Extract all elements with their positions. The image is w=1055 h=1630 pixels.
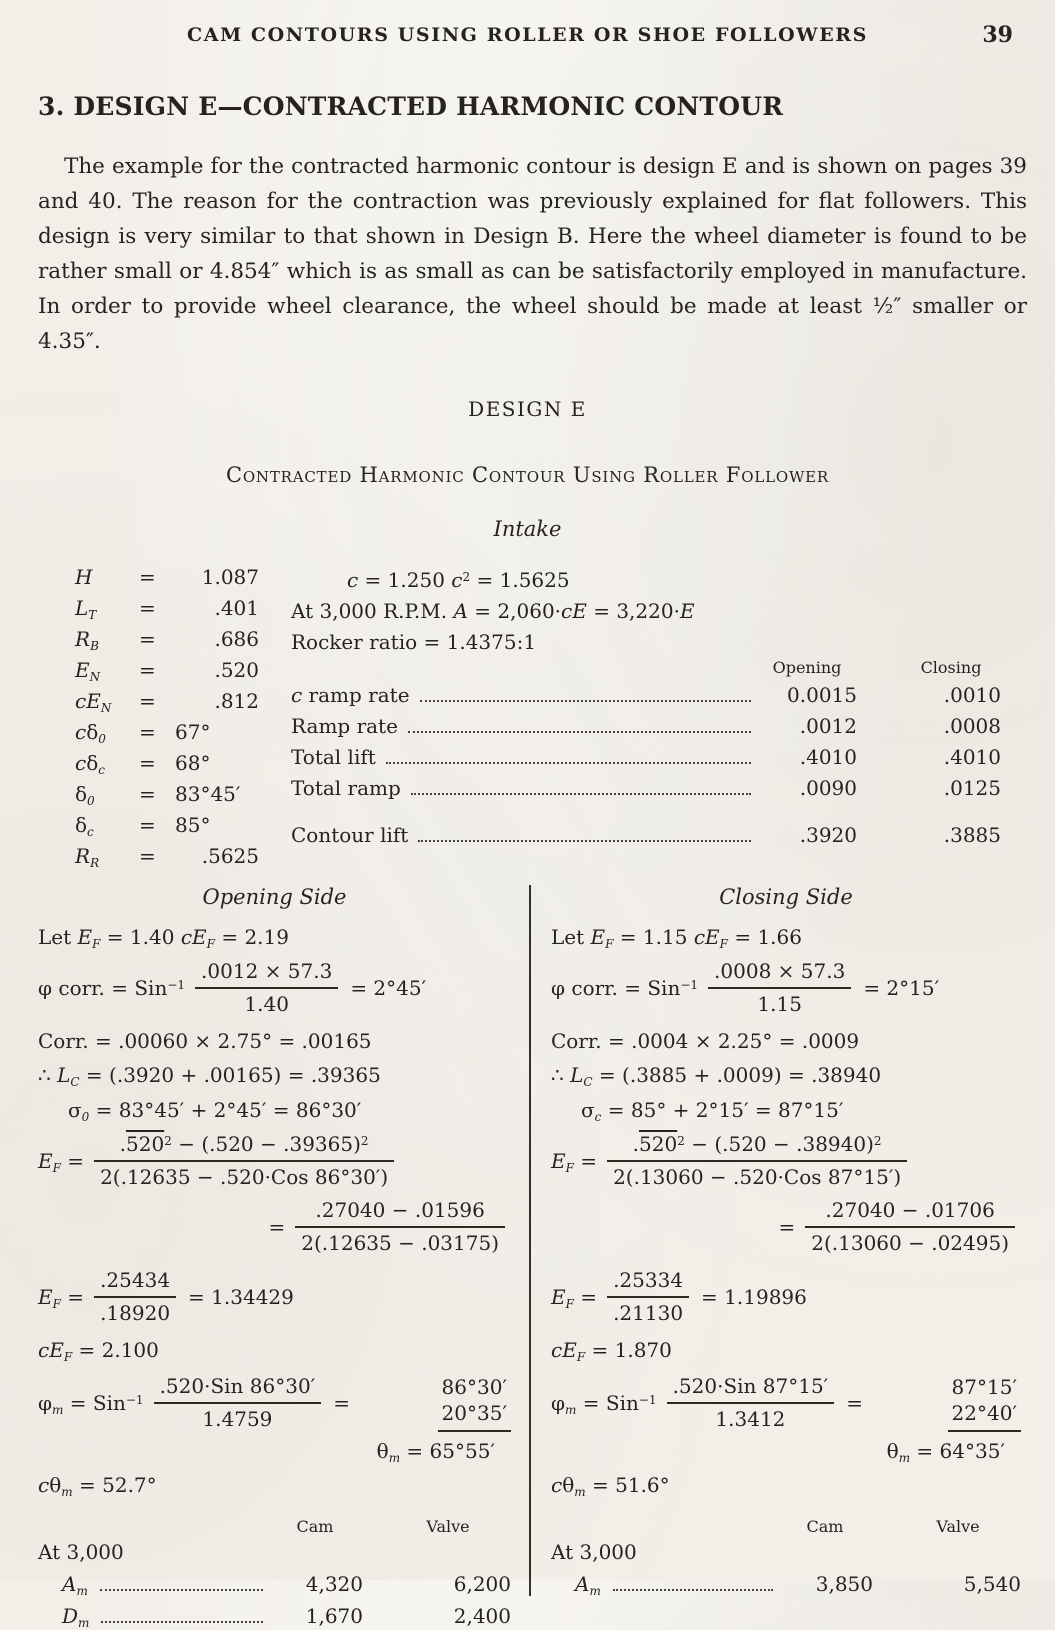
constants-list: [75, 565, 291, 875]
closing-ef-equation: [551, 1132, 1021, 1190]
fraction: [195, 959, 338, 1017]
equals-sign: =: [139, 751, 156, 775]
page-number: 39: [982, 22, 1013, 48]
closing-theta-m-line: $\theta_m = 64^\circ 35'$: [886, 1439, 1005, 1465]
row-label: $A_m$: [62, 1572, 88, 1598]
closing-side-column: [529, 883, 1055, 1630]
dotted-leader: [613, 1589, 773, 1591]
constant-symbol: $R_B$: [75, 627, 99, 653]
closing-cam-valve-header: [551, 1517, 1021, 1536]
closing-column-header: Closing: [920, 658, 982, 677]
valve-value: 6,200: [453, 1572, 511, 1596]
constant-value: .812: [214, 689, 259, 713]
constant-row: [75, 844, 291, 875]
cam-column-header: Cam: [296, 1517, 334, 1536]
closing-phi-correction: [551, 959, 1021, 1017]
ramp-row-label: Contour lift: [291, 823, 409, 847]
stack-top-value: 86°30′: [441, 1375, 507, 1399]
equals-sign: =: [139, 689, 156, 713]
opening-value: .3920: [799, 823, 857, 847]
constant-row: [75, 689, 291, 720]
intake-parameters: [291, 565, 1035, 875]
fraction: [94, 1268, 176, 1326]
constant-value: 68°: [175, 751, 211, 775]
opening-side-column: [0, 883, 529, 1630]
constant-value: .401: [214, 596, 259, 620]
row-label: $D_m$: [62, 1604, 90, 1630]
fraction-denominator: 1.4759: [154, 1402, 322, 1432]
opening-value: .0012: [799, 714, 857, 738]
intake-data-block: [75, 565, 1035, 875]
ramp-row-label: Total ramp: [291, 776, 401, 800]
fraction-denominator: 1.15: [708, 987, 851, 1017]
constant-value: .5625: [201, 844, 259, 868]
ramp-table-row: [291, 714, 1035, 745]
stack-bottom-value: 20°35′: [441, 1401, 507, 1425]
param-line-rpm: At 3,000 R.P.M. A = 2,060·cE = 3,220·E: [291, 599, 695, 623]
param-line-c: c = 1.250 $c^2 = 1.5625$: [347, 568, 570, 592]
closing-c-theta-m-line: $c\theta_m = 51.6^\circ$: [551, 1473, 670, 1499]
opening-ef-equation-step2: [38, 1198, 511, 1256]
equals-sign: =: [139, 596, 156, 620]
ramp-table-row: [291, 776, 1035, 807]
fraction-numerator: .25434: [100, 1268, 171, 1292]
running-header: [0, 0, 1055, 58]
constant-value: .520: [214, 658, 259, 682]
cam-value: 1,670: [305, 1604, 363, 1628]
constant-symbol: $R_R$: [75, 844, 100, 870]
dotted-leader: [101, 1621, 263, 1623]
stack-bottom-value: 22°40′: [951, 1401, 1017, 1425]
opening-cam-valve-header: [38, 1517, 511, 1536]
equation-prefix: $E_F$ =: [38, 1149, 85, 1175]
closing-ef-equation-step2: [551, 1198, 1021, 1256]
fraction: [708, 959, 851, 1017]
equals-sign: =: [139, 782, 156, 806]
closing-value: .0010: [943, 683, 1001, 707]
fraction-numerator: .27040 − .01596: [315, 1198, 485, 1222]
fraction-denominator: .18920: [94, 1296, 176, 1326]
opening-lc-line: ∴ $L_C = (.3920 + .00165) = .39365$: [38, 1063, 381, 1089]
ramp-table-header: [291, 658, 1035, 683]
equation-result: = 2°15′: [863, 976, 940, 1000]
equals-sign: =: [778, 1215, 796, 1239]
constant-row: [75, 720, 291, 751]
fraction-denominator: 1.40: [195, 987, 338, 1017]
constant-value: 1.087: [201, 565, 259, 589]
equation-prefix: $E_F$ =: [551, 1149, 598, 1175]
running-title: CAM CONTOURS USING ROLLER OR SHOE FOLLOWERS: [187, 24, 868, 46]
valve-value: 2,400: [453, 1604, 511, 1628]
section-title: 3. DESIGN E—CONTRACTED HARMONIC CONTOUR: [38, 92, 784, 121]
equation-prefix: $\varphi_m = Sin^{-1}$: [38, 1391, 144, 1417]
constant-symbol: $E_N$: [75, 658, 101, 684]
opening-side-heading: Opening Side: [202, 885, 347, 909]
equation-prefix: $\varphi_m = Sin^{-1}$: [551, 1391, 657, 1417]
closing-side-heading: Closing Side: [719, 885, 853, 909]
opening-phi-correction: [38, 959, 511, 1017]
ramp-table-row: [291, 745, 1035, 776]
fraction: [295, 1198, 505, 1256]
opening-cef-line: $cE_F = 2.100$: [38, 1338, 159, 1364]
cam-value: 4,320: [305, 1572, 363, 1596]
design-title: DESIGN E: [468, 397, 587, 421]
fraction-numerator: .520·Sin 87°15′: [672, 1374, 829, 1398]
constant-row: [75, 627, 291, 658]
dotted-leader: [411, 793, 751, 795]
opening-value: 0.0015: [787, 683, 857, 707]
ramp-row-label: Ramp rate: [291, 714, 398, 738]
equals-sign: =: [139, 844, 156, 868]
intake-label: Intake: [493, 517, 562, 541]
opening-column-header: Opening: [772, 658, 842, 677]
fraction-denominator: 2(.13060 − .02495): [805, 1226, 1015, 1256]
opening-let-line: Let $E_F = 1.40$ $cE_F = 2.19$: [38, 925, 289, 951]
fraction: [805, 1198, 1015, 1256]
equals-sign: =: [846, 1391, 863, 1415]
valve-value: 5,540: [963, 1572, 1021, 1596]
equals-sign: =: [139, 658, 156, 682]
closing-value: .4010: [943, 745, 1001, 769]
equals-sign: =: [139, 813, 156, 837]
fraction-numerator: .27040 − .01706: [825, 1198, 995, 1222]
equals-sign: =: [333, 1391, 350, 1415]
closing-corr-line: Corr. = .0004 × 2.25° = .0009: [551, 1029, 860, 1053]
constant-row: [75, 596, 291, 627]
dotted-leader: [418, 840, 751, 842]
closing-sigma-line: $\sigma_c = 85^\circ + 2^\circ 15' = 87^\circ 15'$: [581, 1098, 844, 1124]
fraction-numerator: $.520^2 - (.520 - .39365)^2$: [119, 1132, 369, 1156]
contour-lift-row: [291, 823, 1035, 854]
constant-symbol: $\delta_c$: [75, 813, 94, 839]
equation-prefix: φ corr. = Sin$^{-1}$: [38, 976, 186, 1000]
fraction-numerator: .0008 × 57.3: [714, 959, 846, 983]
constant-row: [75, 813, 291, 844]
equation-result: = 2°45′: [350, 976, 427, 1000]
equation-prefix: $E_F$ =: [551, 1285, 598, 1311]
opening-ef-equation: [38, 1132, 511, 1190]
fraction: [607, 1268, 689, 1326]
equals-sign: =: [139, 565, 156, 589]
column-divider: [529, 885, 531, 1596]
fraction-numerator: .0012 × 57.3: [201, 959, 333, 983]
fraction: [667, 1374, 835, 1432]
constant-symbol: $c\delta_0$: [75, 720, 106, 746]
equation-prefix: $E_F$ =: [38, 1285, 85, 1311]
equals-sign: =: [139, 720, 156, 744]
closing-at-rpm-label: At 3,000: [551, 1540, 637, 1564]
closing-lc-line: ∴ $L_C = (.3885 + .0009) = .38940$: [551, 1063, 882, 1089]
opening-phi-m-equation: [38, 1374, 511, 1432]
constant-symbol: $L_T$: [75, 596, 97, 622]
fraction: [154, 1374, 322, 1432]
opening-sigma-line: $\sigma_0 = 83^\circ 45' + 2^\circ 45' = 86^\circ 30'$: [68, 1098, 362, 1124]
closing-phi-m-equation: [551, 1374, 1021, 1432]
constant-symbol: $c\delta_c$: [75, 751, 105, 777]
equation-result: = 1.34429: [188, 1285, 294, 1309]
cam-value: 3,850: [815, 1572, 873, 1596]
fraction-denominator: 2(.12635 − .03175): [295, 1226, 505, 1256]
constant-symbol: H: [75, 565, 93, 589]
fraction-numerator: .520·Sin 86°30′: [159, 1374, 316, 1398]
opening-c-theta-m-line: $c\theta_m = 52.7^\circ$: [38, 1473, 157, 1499]
fraction-denominator: .21130: [607, 1296, 689, 1326]
fraction-numerator: .25334: [613, 1268, 684, 1292]
cam-column-header: Cam: [806, 1517, 844, 1536]
equation-prefix: φ corr. = Sin$^{-1}$: [551, 976, 699, 1000]
fraction-denominator: 1.3412: [667, 1402, 835, 1432]
constant-row: [75, 751, 291, 782]
closing-table-row: [551, 1571, 1021, 1598]
angle-subtraction-stack: [438, 1374, 511, 1432]
opening-table-row: [38, 1571, 511, 1598]
dotted-leader: [420, 700, 751, 702]
calculation-columns: [0, 883, 1055, 1630]
constant-value: .686: [214, 627, 259, 651]
closing-ef-result: [551, 1268, 1021, 1326]
stack-top-value: 87°15′: [951, 1375, 1017, 1399]
opening-value: .0090: [799, 776, 857, 800]
fraction-denominator: 2(.13060 − .520·Cos 87°15′): [607, 1160, 907, 1190]
angle-subtraction-stack: [948, 1374, 1021, 1432]
closing-value: .0125: [943, 776, 1001, 800]
fraction-numerator: $.520^2 - (.520 - .38940)^2$: [632, 1132, 882, 1156]
sum-rule-row: [291, 807, 1035, 823]
constant-symbol: $\delta_0$: [75, 782, 95, 808]
closing-value: .3885: [943, 823, 1001, 847]
dotted-leader: [386, 762, 751, 764]
equals-sign: =: [139, 627, 156, 651]
constant-value: 85°: [175, 813, 211, 837]
constant-value: 67°: [175, 720, 211, 744]
opening-value: .4010: [799, 745, 857, 769]
constant-row: [75, 658, 291, 689]
opening-table-row: [38, 1603, 511, 1630]
row-label: $A_m$: [575, 1572, 601, 1598]
opening-corr-line: Corr. = .00060 × 2.75° = .00165: [38, 1029, 372, 1053]
dotted-leader: [100, 1589, 263, 1591]
ramp-table-row: [291, 683, 1035, 714]
dotted-leader: [408, 731, 751, 733]
valve-column-header: Valve: [936, 1517, 980, 1536]
fraction: [607, 1132, 907, 1190]
opening-at-rpm-label: At 3,000: [38, 1540, 124, 1564]
fraction-denominator: 2(.12635 − .520·Cos 86°30′): [94, 1160, 394, 1190]
fraction: [94, 1132, 394, 1190]
valve-column-header: Valve: [426, 1517, 470, 1536]
equation-result: = 1.19896: [701, 1285, 807, 1309]
constant-symbol: $cE_N$: [75, 689, 112, 715]
constant-row: [75, 782, 291, 813]
constant-value: 83°45′: [175, 782, 241, 806]
equals-sign: =: [268, 1215, 286, 1239]
constant-row: [75, 565, 291, 596]
closing-cef-line: $cE_F = 1.870$: [551, 1338, 672, 1364]
design-subtitle: Contracted Harmonic Contour Using Roller Follower: [225, 463, 830, 487]
ramp-row-label: Total lift: [291, 745, 376, 769]
closing-let-line: Let $E_F = 1.15$ $cE_F = 1.66$: [551, 925, 802, 951]
opening-ef-result: [38, 1268, 511, 1326]
closing-value: .0008: [943, 714, 1001, 738]
opening-theta-m-line: $\theta_m = 65^\circ 55'$: [376, 1439, 495, 1465]
ramp-row-label: c ramp rate: [291, 683, 410, 707]
param-line-rocker: Rocker ratio = 1.4375:1: [291, 630, 537, 654]
lead-paragraph: The example for the contracted harmonic contour is design E and is shown on pages 39 and 40. The reason for the contraction was previously explained for flat followers. This design is very similar to that shown in Design B. Here the wheel diameter is found to be rather small or 4.854″ which is as small as can be satisfactorily employed in manufacture. In order to provide wheel clearance, the wheel should be made at least ½″ smaller or 4.35″.: [38, 154, 1027, 354]
